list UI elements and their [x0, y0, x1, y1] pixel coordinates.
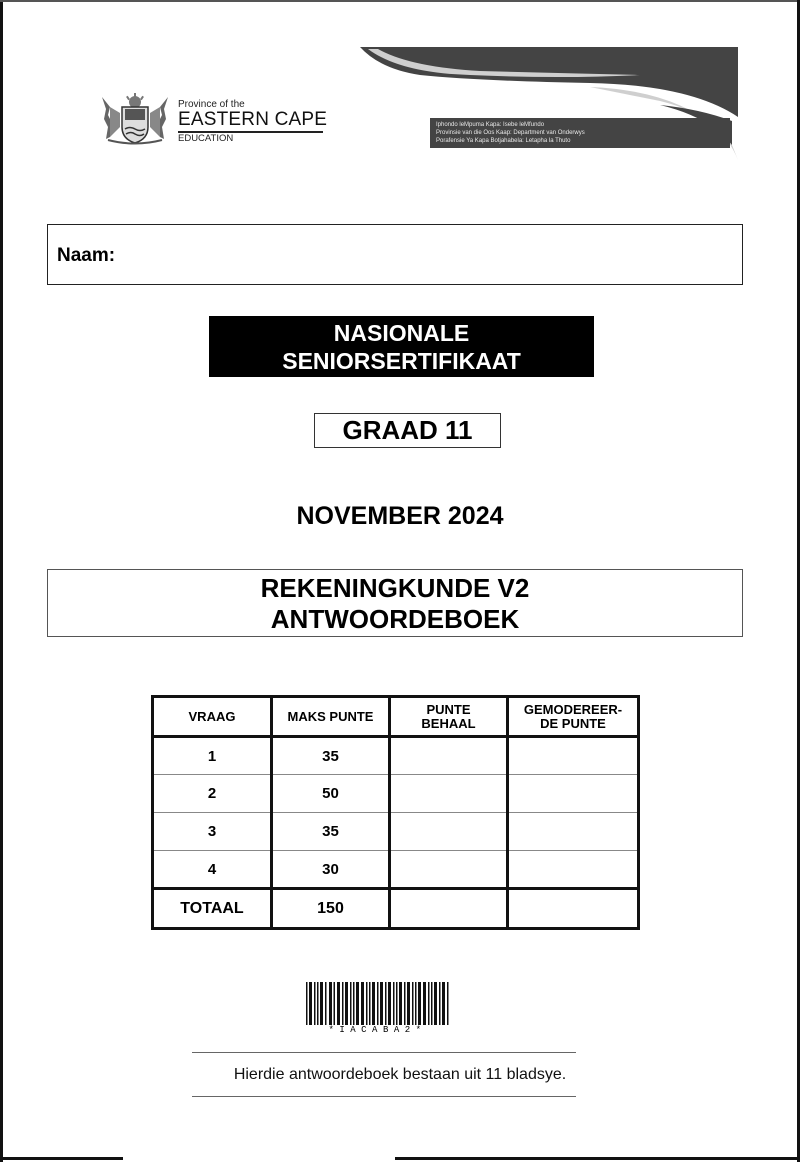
max-marks: 35	[272, 813, 390, 851]
marks-achieved-cell[interactable]	[390, 737, 508, 775]
coat-of-arms-icon	[96, 93, 174, 145]
border-bottom-right	[395, 1157, 800, 1160]
barcode	[306, 982, 449, 1035]
paper-title-subject: REKENINGKUNDE V2	[260, 573, 530, 603]
table-row	[153, 775, 639, 813]
banner-line-xhosa: Iphondo leMpuma Kapa: Isebe leMfundo	[436, 122, 545, 128]
total-label: TOTAAL	[153, 889, 272, 929]
border-bottom-left	[0, 1157, 123, 1160]
max-marks: 35	[272, 737, 390, 775]
page-count-note: Hierdie antwoordeboek bestaan uit 11 bladsye.	[233, 1066, 567, 1083]
header-question: VRAAG	[153, 697, 272, 737]
marks-achieved-cell[interactable]	[390, 851, 508, 889]
paper-title-type: ANTWOORDEBOEK	[270, 604, 520, 634]
moderated-marks-cell[interactable]	[508, 775, 639, 813]
certificate-banner	[209, 316, 594, 377]
banner-line-sesotho: Porafensie Ya Kapa Botjahabela: Letapha la Thuto	[436, 138, 571, 144]
paper-title	[47, 569, 743, 637]
marks-achieved-cell[interactable]	[390, 813, 508, 851]
eastern-cape-logo	[96, 93, 331, 145]
footer-rule-top	[192, 1052, 576, 1053]
logo-eastern-cape-text: EASTERN CAPE	[178, 109, 328, 130]
moderated-marks-cell[interactable]	[508, 851, 639, 889]
border-top	[0, 0, 800, 2]
department-banner	[360, 45, 740, 165]
total-row	[153, 889, 639, 929]
logo-province-text: Province of the	[178, 99, 245, 110]
moderated-marks-cell[interactable]	[508, 737, 639, 775]
header-marks-achieved: PUNTE BEHAAL	[390, 697, 508, 737]
table-header-row	[153, 697, 639, 737]
barcode-bars-icon	[306, 982, 449, 1025]
banner-text-block	[430, 118, 730, 148]
barcode-caption: *IACABA2*	[328, 1025, 427, 1035]
total-achieved-cell[interactable]	[390, 889, 508, 929]
marks-achieved-cell[interactable]	[390, 775, 508, 813]
table-row	[153, 851, 639, 889]
max-marks: 50	[272, 775, 390, 813]
header-moderated-marks: GEMODEREER- DE PUNTE	[508, 697, 639, 737]
max-marks: 30	[272, 851, 390, 889]
name-label: Naam:	[57, 245, 116, 266]
total-max-marks: 150	[272, 889, 390, 929]
marks-table	[151, 695, 640, 930]
header-max-marks: MAKS PUNTE	[272, 697, 390, 737]
banner-line-afrikaans: Provinsie van die Oos Kaap: Department van Onderwys	[436, 130, 585, 136]
certificate-line2: SENIORSERTIFIKAAT	[282, 348, 521, 374]
footer-rule-bottom	[192, 1096, 576, 1097]
name-field[interactable]	[47, 224, 743, 285]
table-row	[153, 813, 639, 851]
question-number: 2	[153, 775, 272, 813]
moderated-marks-cell[interactable]	[508, 813, 639, 851]
table-row	[153, 737, 639, 775]
certificate-line1: NASIONALE	[333, 320, 470, 346]
logo-education-text: EDUCATION	[178, 133, 234, 144]
exam-date: NOVEMBER 2024	[296, 502, 504, 530]
grade-label: GRAAD 11	[314, 413, 501, 448]
question-number: 1	[153, 737, 272, 775]
question-number: 3	[153, 813, 272, 851]
total-moderated-cell[interactable]	[508, 889, 639, 929]
border-left	[0, 0, 3, 1162]
question-number: 4	[153, 851, 272, 889]
